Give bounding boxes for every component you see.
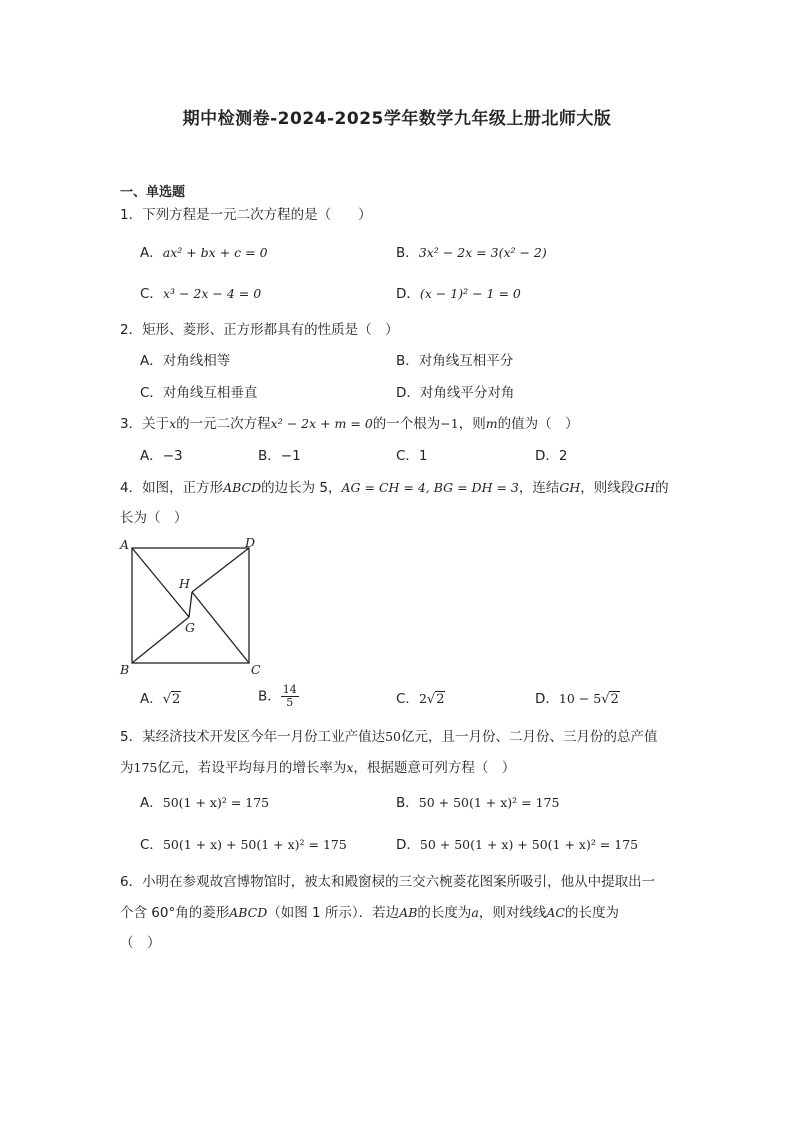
q2-option-b[interactable]: B．对角线互相平分 [396,353,514,369]
q3-option-a[interactable]: A．−3 [140,448,183,464]
segment-ch [192,592,249,663]
question-6-stem-line3: （ ） [120,935,161,951]
question-2-stem: 2．矩形、菱形、正方形都具有的性质是（ ） [120,322,399,338]
label-c: C [251,662,261,677]
q2-option-d[interactable]: D．对角线平分对角 [396,385,515,401]
question-4-stem: 4．如图，正方形ABCD的边长为 5，AG = CH = 4, BG = DH = 3，连结GH，则线段GH的 [120,480,669,496]
question-3-stem: 3．关于x的一元二次方程x² − 2x + m = 0的一个根为−1，则m的值为（ ） [120,416,579,432]
label-h: H [179,576,190,591]
question-1-stem: 1．下列方程是一元二次方程的是（ ） [120,207,372,223]
section-heading: 一、单选题 [120,185,186,200]
q1-option-d[interactable]: D．(x − 1)² − 1 = 0 [396,286,521,302]
fraction: $\frac{14}{5}$ [282,683,297,709]
q4-option-c[interactable]: C．2√2 [396,691,445,707]
q2-option-c[interactable]: C．对角线互相垂直 [140,385,258,401]
q5-option-a[interactable]: A．50(1 + x)² = 175 [140,795,270,811]
q3-option-c[interactable]: C．1 [396,448,428,464]
q5-option-c[interactable]: C．50(1 + x) + 50(1 + x)² = 175 [140,837,347,853]
q3-option-d[interactable]: D．2 [535,448,568,464]
page-title: 期中检测卷-2024-2025学年数学九年级上册北师大版 [182,109,612,129]
q4-option-a[interactable]: A．√2 [140,691,181,707]
square-figure [115,532,270,682]
segment-gh [189,592,192,617]
q1-option-a[interactable]: A．ax² + bx + c = 0 [140,245,268,261]
label-b: B [120,662,130,677]
question-4-stem-line2: 长为（ ） [120,510,188,526]
q3-option-b[interactable]: B．−1 [258,448,301,464]
question-6-stem: 6．小明在参观故宫博物馆时，被太和殿窗棂的三交六椀菱花图案所吸引，他从中提取出一 [120,874,656,890]
q5-option-d[interactable]: D．50 + 50(1 + x) + 50(1 + x)² = 175 [396,837,639,853]
sqrt-icon: √2 [426,692,445,707]
question-5-stem: 5．某经济技术开发区今年一月份工业产值达50亿元，且一月份、二月份、三月份的总产值 [120,729,658,745]
q1-option-c[interactable]: C．x³ − 2x − 4 = 0 [140,286,262,302]
label-d: D [245,535,256,550]
q5-option-b[interactable]: B．50 + 50(1 + x)² = 175 [396,795,560,811]
q1-option-b[interactable]: B．3x² − 2x = 3(x² − 2) [396,245,547,261]
sqrt-icon: √2 [601,692,619,707]
q2-option-a[interactable]: A．对角线相等 [140,353,231,369]
label-a: A [120,537,130,552]
question-6-stem-line2: 个含 60°角的菱形ABCD（如图 1 所示）．若边AB的长度为a，则对线线AC的长度为 [120,905,619,921]
segment-bg [132,617,189,663]
sqrt-icon: √2 [162,692,181,707]
q4-option-b[interactable]: B． $\frac{14}{5}$ [258,683,297,709]
segment-dh [192,548,249,592]
label-g: G [185,620,195,635]
q4-option-d[interactable]: D．10 − 5√2 [535,691,619,707]
question-5-stem-line2: 为175亿元，若设平均每月的增长率为x，根据题意可列方程（ ） [120,760,516,776]
